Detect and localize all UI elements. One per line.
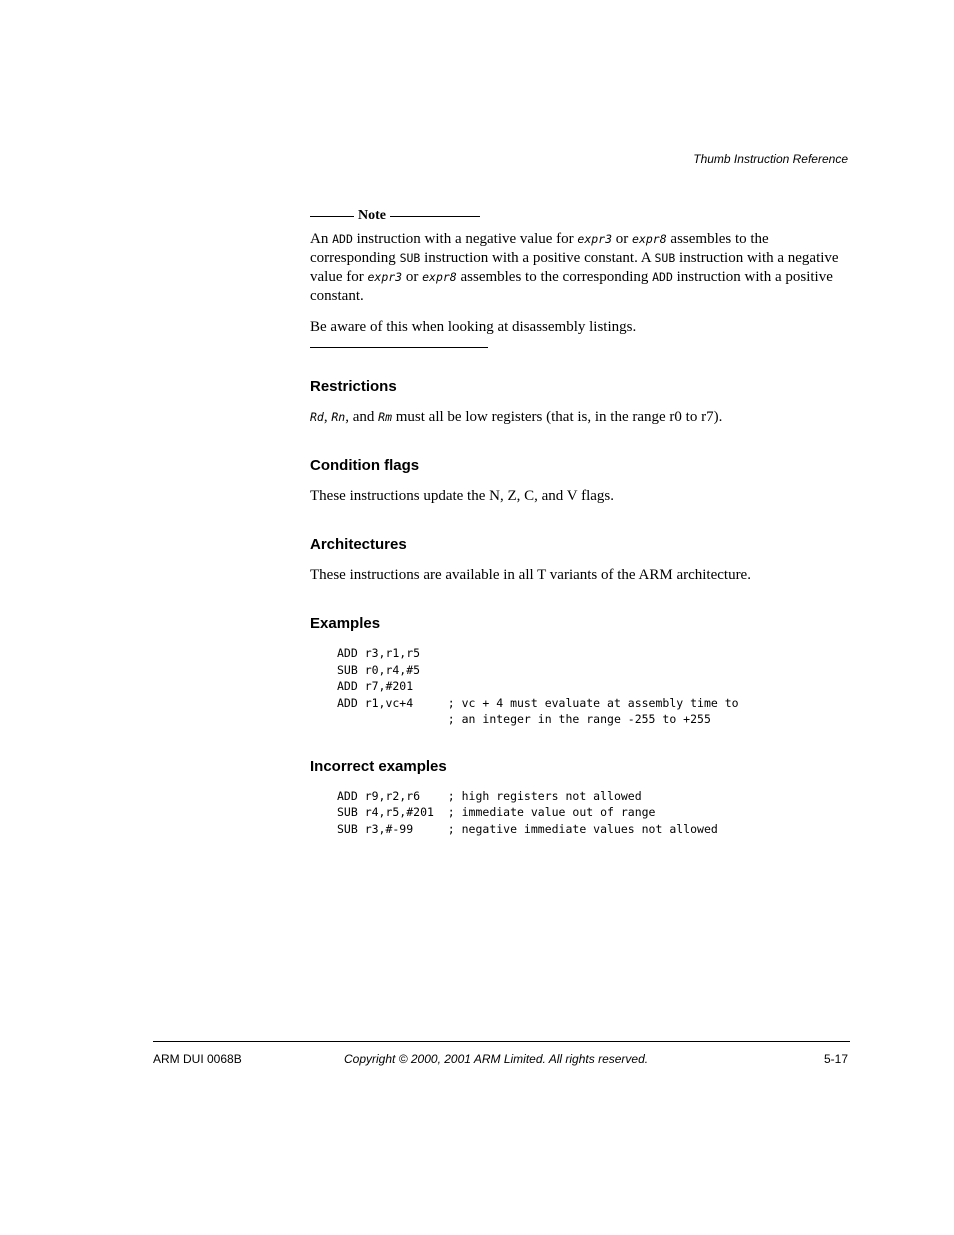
examples-code-block: ADD r3,r1,r5 SUB r0,r4,#5 ADD r7,#201 ADD r1,vc+4 ; vc + 4 must evaluate at assembly time to ; an integer in the range -255 to +255 [337,646,739,726]
restrictions-text [310,408,850,427]
code-term: ADD [332,232,353,246]
variable-term: expr8 [422,270,457,284]
note-end-rule [310,347,488,348]
variable-term: expr8 [632,232,667,246]
condition-flags-heading: Condition flags [310,457,420,474]
running-header: Thumb Instruction Reference [693,152,848,166]
note-text: instruction with a negative value for [310,250,839,285]
footer-doc-id: ARM DUI 0068B [153,1052,242,1066]
footer-rule [153,1041,850,1042]
note-body [310,230,850,337]
note-text: assembles to the corresponding [456,269,653,285]
variable-term: expr3 [367,270,403,284]
code-term: ADD [652,270,673,284]
variable-term: Rm [378,410,392,424]
code-term: SUB [654,251,676,265]
note-text: An [310,231,333,247]
condition-flags-text: These instructions update the N, Z, C, and V flags. [310,488,614,504]
examples-heading: Examples [310,615,381,632]
note-text: assembles to the corresponding [310,231,769,266]
note-box [310,206,850,348]
body-text: , [323,409,332,425]
note-text: instruction with a negative value for [352,231,578,247]
note-text: or [612,231,633,247]
architectures-text: These instructions are available in all T variants of the ARM architecture. [310,567,751,583]
note-rule-right [390,216,480,217]
body-text: must all be low registers (that is, in the range r0 to r7). [392,409,723,425]
incorrect-examples-code-block: ADD r9,r2,r6 ; high registers not allowed SUB r4,r5,#201 ; immediate value out of range SUB r3,#-99 ; negative immediate values not allowed [337,788,718,836]
note-heading [310,206,850,226]
note-text: instruction with a positive constant. [310,269,833,304]
variable-term: Rd [310,410,324,424]
footer-page-number: 5-17 [823,1052,848,1066]
restrictions-heading: Restrictions [310,378,397,395]
main-content [310,206,850,837]
footer-copyright: Copyright © 2000, 2001 ARM Limited. All rights reserved. [344,1052,649,1066]
code-term: SUB [399,251,421,265]
note-rule-left [310,216,354,217]
incorrect-examples-heading: Incorrect examples [310,757,447,775]
body-text: , and [345,409,379,425]
note-paragraph-2: Be aware of this when looking at disassembly listings. [310,319,637,335]
variable-term: expr3 [577,232,613,246]
note-paragraph-1 [310,230,850,306]
note-text: or [402,269,423,285]
variable-term: Rn [331,410,346,424]
note-label: Note [358,208,386,223]
architectures-heading: Architectures [310,536,407,553]
note-text: instruction with a positive constant. A [420,250,655,266]
